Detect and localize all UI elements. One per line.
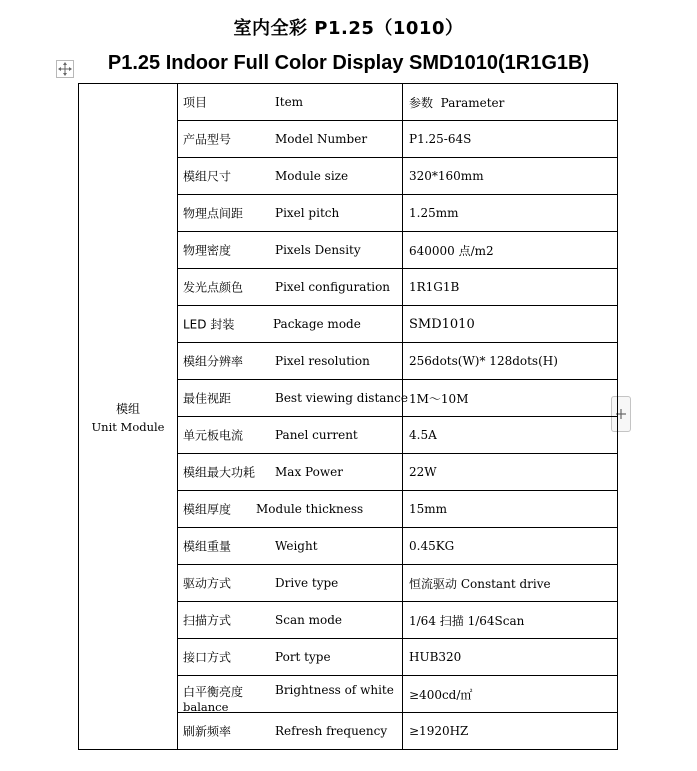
header-parameter-en: Parameter <box>440 95 505 110</box>
spec-table <box>78 83 618 750</box>
row-label-en: Best viewing distance <box>275 391 408 405</box>
row-label-cn: 模组尺寸 <box>183 169 232 184</box>
row-label-cn: 产品型号 <box>183 132 232 147</box>
row-label-cn: 单元板电流 <box>183 428 244 443</box>
row-label-en: Panel current <box>275 428 358 442</box>
page-title-chinese: 室内全彩 P1.25（1010） <box>233 18 464 39</box>
row-label-en: Model Number <box>275 132 368 146</box>
row-label-en: Max Power <box>275 465 343 479</box>
row-label-cn: 最佳视距 <box>183 391 232 406</box>
unit-label-en: Unit Module <box>91 419 165 434</box>
row-value: 1.25mm <box>403 195 618 232</box>
row-label-en: Brightness of white <box>275 683 394 697</box>
row-label-en: Pixel pitch <box>275 206 340 220</box>
row-value: 640000 点/m2 <box>403 232 618 269</box>
header-parameter-cell <box>403 84 618 121</box>
row-label-en: Module thickness <box>256 502 364 516</box>
unit-module-cell <box>79 84 178 750</box>
row-value: 15mm <box>403 491 618 528</box>
row-label-cn: 驱动方式 <box>183 576 232 591</box>
unit-label-cn: 模组 <box>115 401 140 416</box>
row-label-cn: LED 封装 <box>183 317 235 332</box>
row-value: ≥1920HZ <box>403 713 618 750</box>
row-value: 0.45KG <box>403 528 618 565</box>
row-value: HUB320 <box>403 639 618 676</box>
row-value: 1R1G1B <box>403 269 618 306</box>
row-value: 恒流驱动 Constant drive <box>403 565 618 602</box>
row-label-cn: 扫描方式 <box>183 613 232 628</box>
row-label-cn: 物理点间距 <box>183 206 244 221</box>
row-label-en: Pixels Density <box>275 243 361 257</box>
row-value: 4.5A <box>403 417 618 454</box>
header-item-cell <box>178 84 403 121</box>
row-label-en: Package mode <box>273 317 361 331</box>
header-item-en: Item <box>275 95 304 109</box>
header-parameter-cn: 参数 <box>409 95 434 110</box>
row-label-en-continued: balance <box>183 700 229 714</box>
row-label-cn: 发光点颜色 <box>183 280 244 295</box>
row-label-en: Port type <box>275 650 331 664</box>
row-label-cn: 模组厚度 <box>183 502 232 517</box>
row-label-cn: 物理密度 <box>183 243 232 258</box>
row-label-cn: 白平衡亮度 <box>183 685 244 699</box>
row-value: 1/64 扫描 1/64Scan <box>403 602 618 639</box>
header-item-cn: 项目 <box>183 95 208 110</box>
table-header-row <box>79 84 618 121</box>
row-value: 22W <box>403 454 618 491</box>
row-value: P1.25-64S <box>403 121 618 158</box>
row-label-cn: 刷新频率 <box>183 724 232 739</box>
row-label-en: Module size <box>275 169 349 183</box>
row-label-en: Weight <box>275 539 318 553</box>
row-label-en: Scan mode <box>275 613 343 627</box>
row-label-cn: 模组最大功耗 <box>183 465 256 480</box>
row-label-cn: 模组分辨率 <box>183 354 244 369</box>
page-title-english: P1.25 Indoor Full Color Display SMD1010(1R1G1B) <box>107 52 590 74</box>
row-value: ≥400cd/㎡ <box>403 676 618 713</box>
row-label-en: Pixel resolution <box>275 354 370 368</box>
table-move-handle[interactable] <box>56 60 74 78</box>
row-value: 256dots(W)* 128dots(H) <box>403 343 618 380</box>
row-value: 1M～10M <box>403 380 618 417</box>
row-label-cn: 接口方式 <box>183 650 232 665</box>
move-handle-icon <box>57 61 73 77</box>
row-label-cn: 模组重量 <box>183 539 232 554</box>
row-label-en: Refresh frequency <box>275 724 388 738</box>
row-value: 320*160mm <box>403 158 618 195</box>
row-label-en: Drive type <box>275 576 339 590</box>
row-value: SMD1010 <box>403 306 618 343</box>
row-label-en: Pixel configuration <box>275 280 391 294</box>
